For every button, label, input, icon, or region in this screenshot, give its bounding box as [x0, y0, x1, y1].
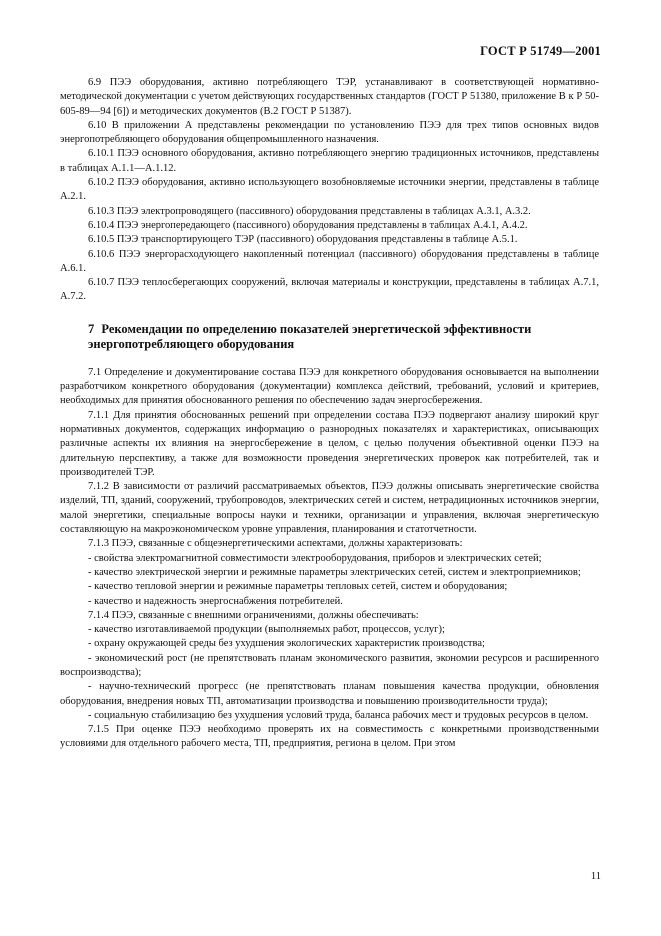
- paragraph-6-9: 6.9 ПЭЭ оборудования, активно потребляющего ТЭР, устанавливают в соответствующей нормативно-методической документации с учетом действующих государственных стандартов (ГОСТ Р 51380, приложение В к Р 50-605-89—94 [6]) и методических документов (В.2 ГОСТ Р 51387).: [60, 77, 599, 117]
- paragraph-6-10: 6.10 В приложении А представлены рекомендации по установлению ПЭЭ для трех типов основных видов энергопотребляющего оборудования общепромышленного назначения.: [60, 119, 599, 146]
- list-item: - качество тепловой энергии и режимные параметры тепловых сетей, систем и оборудования;: [88, 581, 508, 593]
- list-item: - качество и надежность энергоснабжения потребителей.: [88, 595, 343, 607]
- document-code-header: ГОСТ Р 51749—2001: [480, 44, 601, 58]
- paragraph-7-1-4: 7.1.4 ПЭЭ, связанные с внешними ограничениями, должны обеспечивать:: [88, 609, 419, 621]
- paragraph-6-10-3: 6.10.3 ПЭЭ электропроводящего (пассивного) оборудования представлены в таблицах А.3.1, А.3.2.: [88, 205, 531, 217]
- section-number: 7: [88, 321, 95, 336]
- paragraph-7-1-5: 7.1.5 При оценке ПЭЭ необходимо проверять их на совместимость с конкретными производственными условиями для отдельного рабочего места, ТП, предприятия, региона в целом. При этом: [60, 724, 599, 750]
- list-item: - социальную стабилизацию без ухудшения условий труда, баланса рабочих мест и трудовых ресурсов в целом.: [88, 709, 589, 721]
- list-item: - охрану окружающей среды без ухудшения экологических характеристик производства;: [88, 638, 485, 650]
- page-number: 11: [590, 871, 601, 882]
- paragraph-7-1: 7.1 Определение и документирование состава ПЭЭ для конкретного оборудования основывается на выполнении разработчиком конкретного оборудования (документации) комплекса действий, требований, условий и критериев, необходимых для принятия обоснованного решения по обеспечению задач энергосбережения.: [60, 366, 599, 407]
- paragraph-6-10-1: 6.10.1 ПЭЭ основного оборудования, активно потребляющего энергию традиционных источников, представлены в таблицах А.1.1—А.1.12.: [60, 148, 599, 174]
- list-item: - экономический рост (не препятствовать планам экономического развития, экономии ресурсов и расширенного воспроизводства);: [60, 652, 599, 678]
- section-heading: [60, 322, 599, 352]
- paragraph-7-1-1: 7.1.1 Для принятия обоснованных решений при определении состава ПЭЭ подвергают анализу широкий круг нормативных документов, содержащих информацию о разнородных показателях и характеристиках, описывающих различные аспекты их влияния на энергосбережение в целом, с целью получения объективной оценки ПЭЭ на длительную перспективу, а также для возможности проведения энергетических проверок как потребителей, так и производителей ТЭР.: [60, 409, 599, 478]
- paragraph-7-1-2: 7.1.2 В зависимости от различий рассматриваемых объектов, ПЭЭ должны описывать энергетические свойства изделий, ТП, зданий, сооружений, трубопроводов, электрических сетей и систем, нетрадиционных источников энергии, малой энергетики, специальные вопросы науки и техники, организации и управления, включая энергетическую составляющую на макроэкономическом уровне управления, планирования и статотчетности.: [60, 481, 599, 536]
- paragraph-6-10-5: 6.10.5 ПЭЭ транспортирующего ТЭР (пассивного) оборудования представлены в таблице А.5.1.: [88, 234, 518, 246]
- paragraph-6-10-4: 6.10.4 ПЭЭ энергопередающего (пассивного) оборудования представлены в таблицах А.4.1, А.4.2.: [88, 219, 528, 231]
- list-item: - научно-технический прогресс (не препятствовать планам повышения качества продукции, обновления оборудования, внедрения новых ТП, автоматизации производства и повышению производительности труда);: [60, 681, 599, 707]
- list-item: - качество изготавливаемой продукции (выполняемых работ, процессов, услуг);: [88, 624, 445, 636]
- paragraph-6-10-6: 6.10.6 ПЭЭ энергорасходующего накопленный потенциал (пассивного) оборудования представлены в таблице А.6.1.: [60, 248, 599, 274]
- paragraph-7-1-3: 7.1.3 ПЭЭ, связанные с общеэнергетическими аспектами, должны характеризовать:: [88, 538, 463, 550]
- section-title: Рекомендации по определению показателей энергетической эффективности энергопотребляющего оборудования: [88, 321, 532, 351]
- list-item: - свойства электромагнитной совместимости электрооборудования, приборов и электрических сетей;: [88, 552, 542, 564]
- document-body: [60, 76, 599, 752]
- list-item: - качество электрической энергии и режимные параметры электрических сетей, систем и электроприемников;: [88, 566, 581, 578]
- paragraph-6-10-2: 6.10.2 ПЭЭ оборудования, активно использующего возобновляемые источники энергии, представлены в таблице А.2.1.: [60, 177, 599, 203]
- paragraph-6-10-7: 6.10.7 ПЭЭ теплосберегающих сооружений, включая материалы и конструкции, представлены в таблицах А.7.1, А.7.2.: [60, 277, 599, 303]
